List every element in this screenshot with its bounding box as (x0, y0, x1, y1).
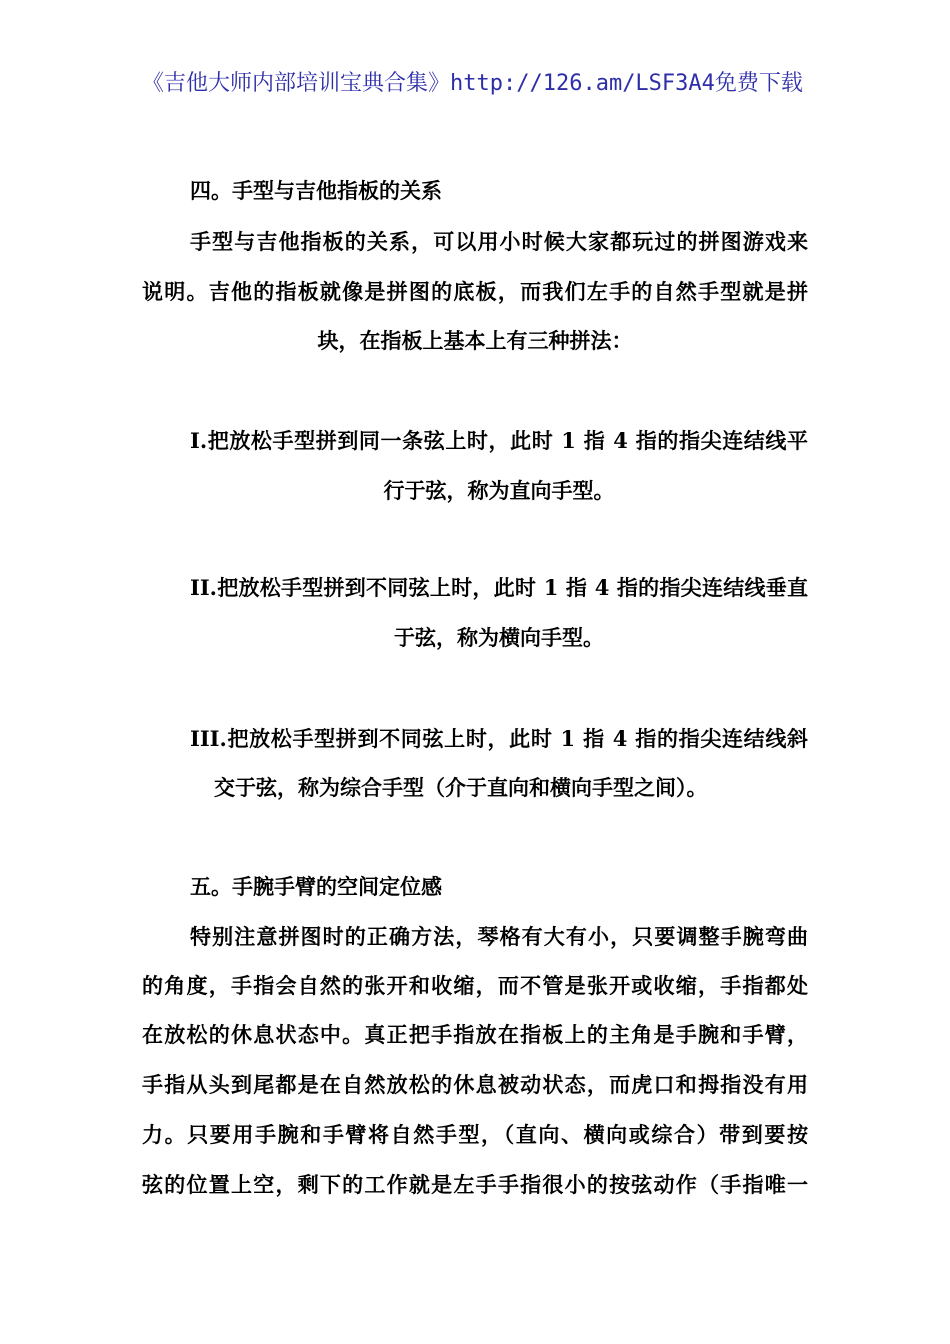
list-item-line: 行于弦，称为直向手型。 (383, 478, 615, 503)
section-5-body-line: 在放松的休息状态中。真正把手指放在指板上的主角是手腕和手臂， (142, 1022, 808, 1047)
section-5-body-line: 力。只要用手腕和手臂将自然手型，（直向、横向或综合）带到要按 (142, 1122, 808, 1147)
section-5-heading: 五。手腕手臂的空间定位感 (190, 874, 442, 899)
section-5-body-line: 的角度，手指会自然的张开和收缩，而不管是张开或收缩，手指都处 (142, 973, 808, 998)
header-banner: 《吉他大师内部培训宝典合集》http://126.am/LSF3A4免费下载 (142, 71, 803, 96)
list-item-line: 交于弦，称为综合手型（介于直向和横向手型之间）。 (214, 775, 708, 800)
list-item-line: III.把放松手型拼到不同弦上时，此时 1 指 4 指的指尖连结线斜 (190, 726, 808, 751)
list-item-line: I.把放松手型拼到同一条弦上时，此时 1 指 4 指的指尖连结线平 (190, 428, 808, 453)
section-4-heading: 四。手型与吉他指板的关系 (190, 178, 442, 203)
section-4-intro-line: 说明。吉他的指板就像是拼图的底板，而我们左手的自然手型就是拼 (142, 279, 808, 304)
section-4-intro-line: 块，在指板上基本上有三种拼法： (317, 328, 633, 353)
section-5-body-line: 特别注意拼图时的正确方法，琴格有大有小，只要调整手腕弯曲 (190, 924, 808, 949)
section-5-body-line: 弦的位置上空，剩下的工作就是左手手指很小的按弦动作（手指唯一 (142, 1172, 808, 1197)
list-item-line: II.把放松手型拼到不同弦上时，此时 1 指 4 指的指尖连结线垂直 (190, 575, 808, 600)
section-4-intro-line: 手型与吉他指板的关系，可以用小时候大家都玩过的拼图游戏来 (190, 229, 808, 254)
section-5-body-line: 手指从头到尾都是在自然放松的休息被动状态，而虎口和拇指没有用 (142, 1072, 808, 1097)
list-item-line: 于弦，称为横向手型。 (394, 625, 604, 650)
